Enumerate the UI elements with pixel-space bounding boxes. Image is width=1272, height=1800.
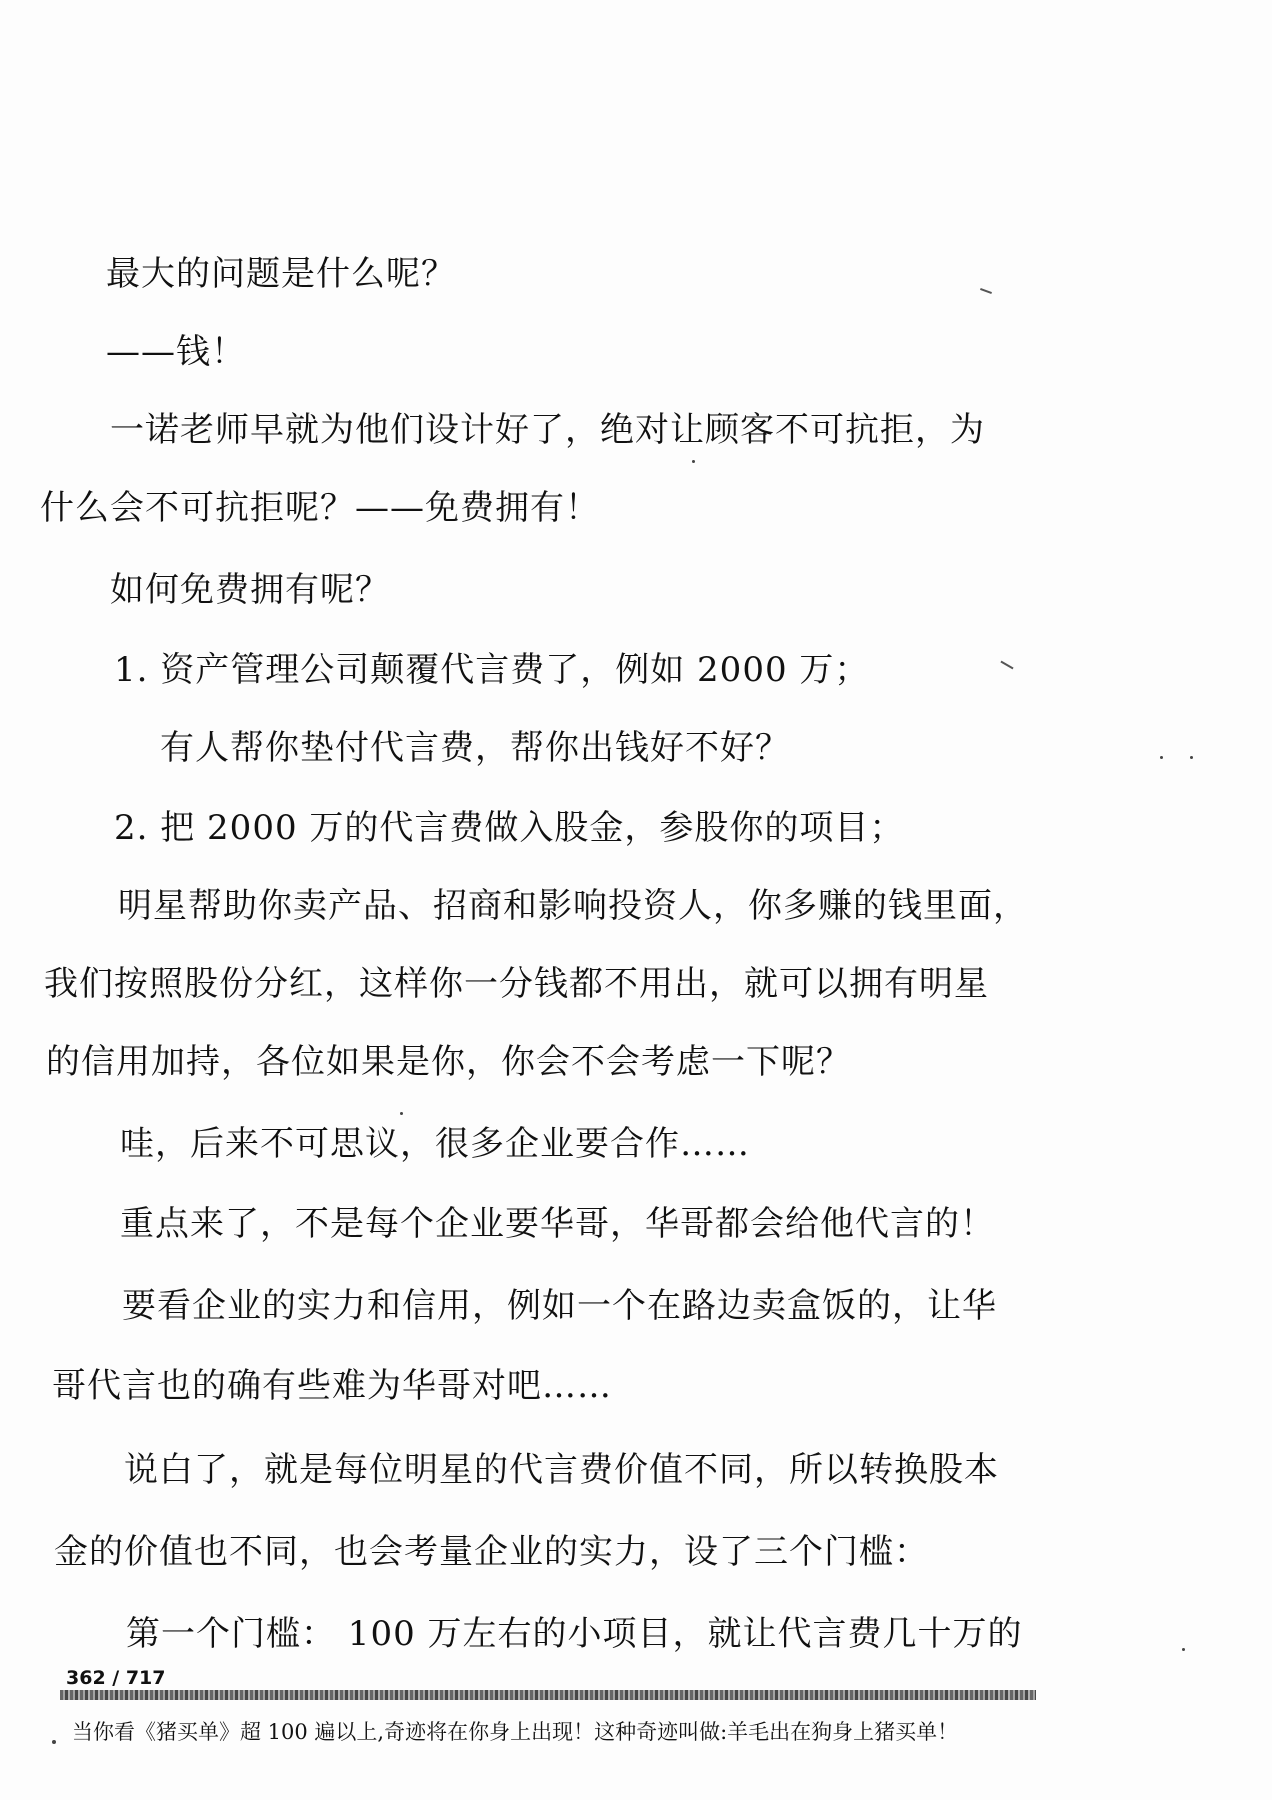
text-line: 最大的问题是什么呢？ [106, 254, 456, 294]
scan-mark [980, 288, 992, 294]
text-line: 一诺老师早就为他们设计好了，绝对让顾客不可抗拒，为 [110, 410, 985, 450]
text-line: ——钱！ [106, 332, 246, 372]
scan-mark [1182, 1648, 1185, 1651]
scan-mark [52, 1740, 56, 1744]
text-line: 第一个门槛： 100 万左右的小项目，就让代言费几十万的 [126, 1614, 1023, 1654]
text-line: 有人帮你垫付代言费，帮你出钱好不好？ [160, 728, 790, 768]
list-item: 1. 资产管理公司颠覆代言费了，例如 2000 万； [114, 650, 870, 690]
text-line: 说白了，就是每位明星的代言费价值不同，所以转换股本 [124, 1450, 999, 1490]
footer-slogan: 当你看《猪买单》超 100 遍以上,奇迹将在你身上出现！这种奇迹叫做:羊毛出在狗身上猪买单！ [72, 1720, 959, 1744]
scan-mark [1000, 661, 1013, 670]
text-line: 明星帮助你卖产品、招商和影响投资人，你多赚的钱里面， [118, 886, 1028, 926]
text-line: 重点来了，不是每个企业要华哥，华哥都会给他代言的！ [120, 1204, 995, 1244]
scan-mark [692, 460, 695, 463]
footer-divider [60, 1690, 1036, 1700]
page-number: 362 / 717 [66, 1667, 166, 1689]
text-line: 我们按照股份分红，这样你一分钱都不用出，就可以拥有明星 [44, 964, 989, 1004]
text-line: 哥代言也的确有些难为华哥对吧…… [52, 1366, 612, 1406]
text-line: 什么会不可抗拒呢？——免费拥有！ [40, 488, 600, 528]
scan-mark [400, 1112, 403, 1115]
text-line: 哇，后来不可思议，很多企业要合作…… [120, 1124, 750, 1164]
text-line: 的信用加持，各位如果是你，你会不会考虑一下呢？ [46, 1042, 851, 1082]
text-line: 要看企业的实力和信用，例如一个在路边卖盒饭的，让华 [122, 1286, 997, 1326]
text-line: 如何免费拥有呢？ [110, 570, 390, 610]
scan-mark [1190, 756, 1193, 759]
list-item: 2. 把 2000 万的代言费做入股金，参股你的项目； [114, 808, 905, 848]
scan-mark [1160, 756, 1163, 759]
text-line: 金的价值也不同，也会考量企业的实力，设了三个门槛： [54, 1532, 929, 1572]
